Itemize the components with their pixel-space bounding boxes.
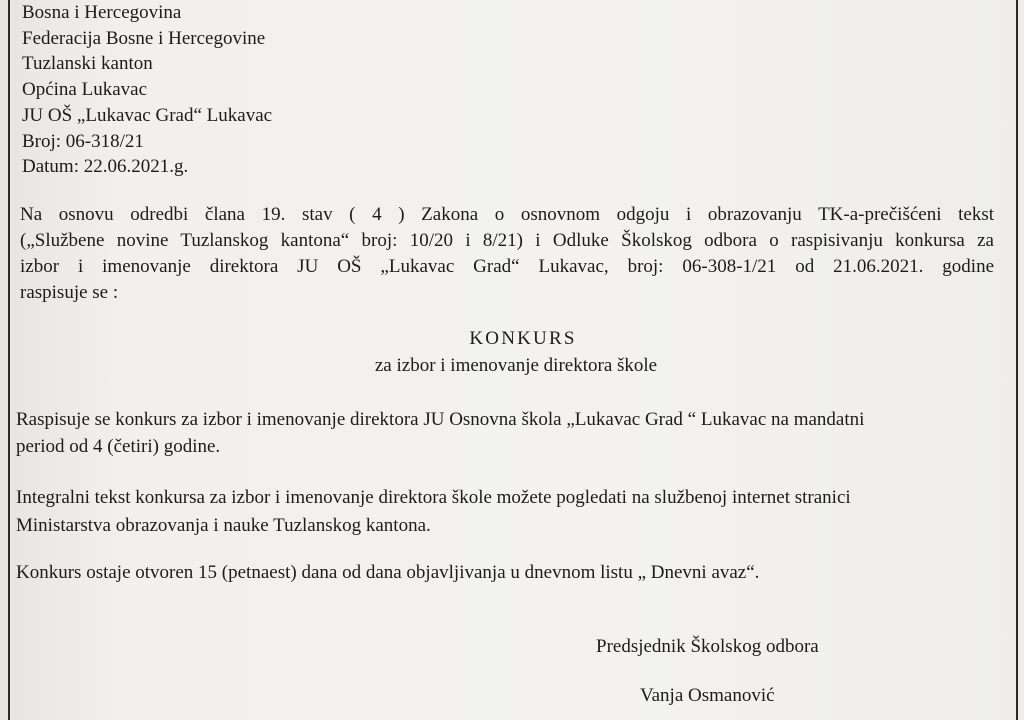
header-date: Datum: 22.06.2021.g.	[22, 156, 189, 178]
intro-paragraph	[20, 202, 994, 306]
full-text-paragraph	[16, 484, 851, 540]
document-subtitle: za izbor i imenovanje direktora škole	[374, 355, 658, 376]
full-text-line: Integralni tekst konkursa za izbor i imenovanje direktora škole možete pogledati na službenoj internet stranici	[16, 487, 851, 508]
intro-line: („Službene novine Tuzlanskog kantona“ broj: 10/20 i 8/21) i Odluke Školskog odbora o raspisivanju konkursa za	[20, 230, 994, 251]
header-federation: Federacija Bosne i Hercegovine	[22, 27, 266, 49]
header-country: Bosna i Hercegovina	[22, 2, 182, 23]
announcement-line: period od 4 (četiri) godine.	[16, 436, 221, 457]
header-school: JU OŠ „Lukavac Grad“ Lukavac	[22, 104, 273, 126]
deadline-paragraph: Konkurs ostaje otvoren 15 (petnaest) dana od dana objavljivanja u dnevnom listu „ Dnevni avaz“.	[16, 562, 760, 583]
announcement-line: Raspisuje se konkurs za izbor i imenovanje direktora JU Osnovna škola „Lukavac Grad “ Lukavac na mandatni	[16, 409, 865, 430]
header-number: Broj: 06-318/21	[22, 130, 144, 152]
announcement-paragraph	[16, 406, 864, 460]
header-municipality: Općina Lukavac	[22, 79, 148, 101]
intro-line: Na osnovu odredbi člana 19. stav ( 4 ) Zakona o osnovnom odgoju i obrazovanju TK-a-prečišćeni tekst	[20, 204, 994, 225]
intro-line: izbor i imenovanje direktora JU OŠ „Lukavac Grad“ Lukavac, broj: 06-308-1/21 od 21.06.2021. godine	[20, 256, 994, 277]
full-text-line: Ministarstva obrazovanja i nauke Tuzlanskog kantona.	[16, 515, 431, 536]
signature-role: Predsjednik Školskog odbora	[596, 636, 819, 657]
signature-name: Vanja Osmanović	[640, 685, 775, 706]
header-canton: Tuzlanski kanton	[22, 53, 153, 75]
document-header	[22, 0, 272, 180]
document-title: KONKURS	[469, 328, 577, 349]
intro-line: raspisuje se :	[20, 282, 119, 303]
